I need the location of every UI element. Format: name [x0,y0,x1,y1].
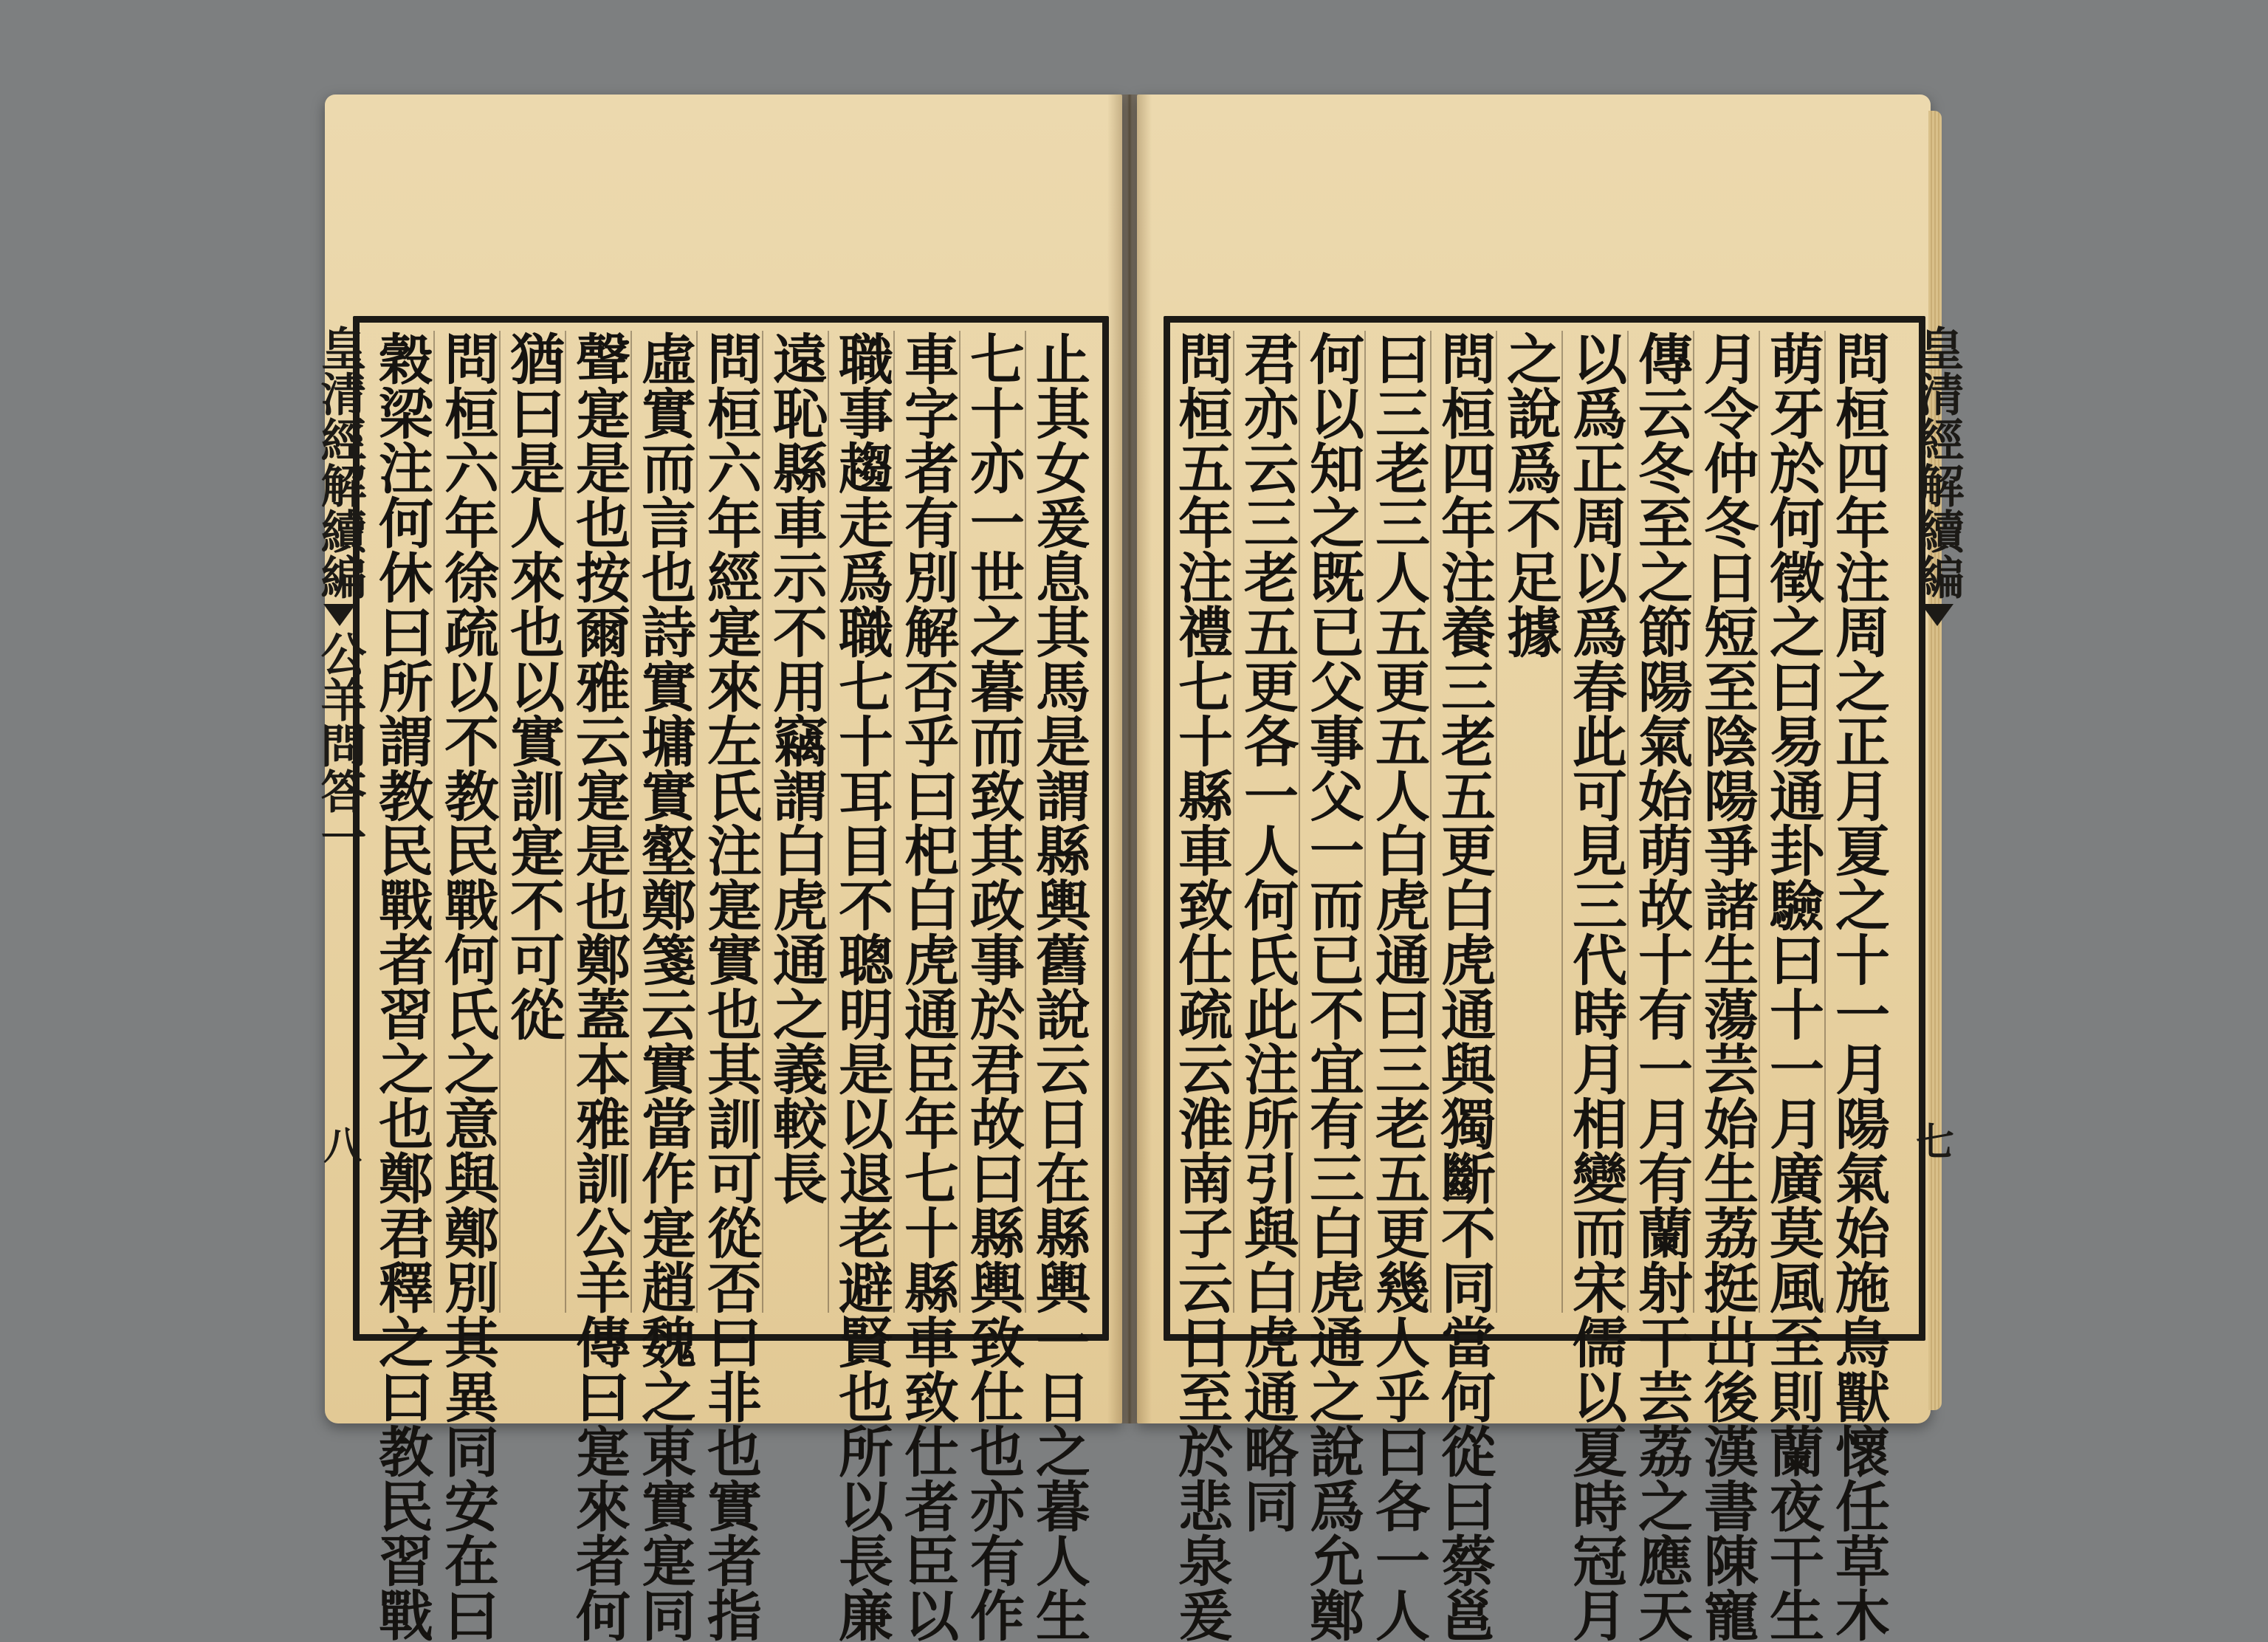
text-column: 曰三老三人五更五人白虎通曰三老五更幾人乎曰各一人 [1364,331,1430,1313]
text-column: 七十亦一世之暮而致其政事於君故曰縣輿致仕也亦有作 [959,331,1025,1313]
text-column: 穀梁注何休曰所謂教民戰者習之也鄭君釋之曰教民習戰 [370,331,433,1642]
text-column: 問桓四年注養三老五更白虎通與獨斷不同當何從曰蔡邕 [1430,331,1496,1313]
leaf-number: 七 [1916,1120,1955,1165]
text-column: 遠恥縣車示不用竊謂白虎通之義較長 [762,331,828,1313]
text-column: 車字者有別解否乎曰𣏌白虎通臣年七十縣車致仕者臣以 [893,331,959,1313]
book-title: 皇清經解續編 [1911,325,1965,600]
text-column: 問桓六年經寔來左氏注寔實也其訓可從否曰非也實者指 [696,331,762,1313]
text-column: 職事趨走爲職七十耳目不聰明是以退老避賢也所以長廉 [828,331,893,1313]
right-margin-label [1911,325,1965,1329]
text-column: 虛實而言也詩實墉實壑鄭箋云實當作寔趙魏之東實寔同 [630,331,696,1313]
text-column: 何以知之既已父事父一而已不宜有三白虎通之說爲允鄭 [1299,331,1364,1313]
book-gutter [1107,95,1152,1423]
text-column: 之說爲不足據 [1496,331,1561,1313]
right-page-text [1169,331,1890,1642]
text-column: 問桓五年注禮七十縣車致仕疏云淮南子云日至於悲泉爰 [1169,331,1233,1642]
left-margin-label [313,325,367,1329]
text-column: 問桓六年徐疏以不教民戰何氏之意與鄭別其異同安在曰 [433,331,499,1313]
text-column: 君亦云三老五更各一人何氏此注所引與白虎通略同 [1233,331,1299,1313]
text-column: 問桓四年注周之正月夏之十一月陽氣始施鳥獸懷任草木 [1824,331,1890,1313]
text-column: 月令仲冬日短至陰陽爭諸生蕩芸始生荔挺出後漢書陳寵 [1693,331,1759,1313]
fish-tail-icon [1921,604,1953,626]
text-column: 以爲正周以爲春此可見三代時月相變而宋儒以夏時冠月 [1561,331,1627,1313]
left-page-text [370,331,1090,1642]
text-column: 萌牙於何徵之曰易通卦驗曰十一月廣莫風至則蘭夜干生 [1759,331,1824,1313]
text-column: 猶曰是人來也以實訓寔不可從 [499,331,565,1313]
text-column: 止其女爰息其馬是謂縣輿舊說云日在縣輿一日之暮人生 [1025,331,1090,1313]
section-title: 公羊問答一 [313,631,367,859]
book-title: 皇清經解續編 [313,325,367,600]
fish-tail-icon [323,604,356,626]
text-column: 傳云冬至之節陽氣始萌故十有一月有蘭射干芸荔之應天 [1627,331,1693,1313]
leaf-number: 八 [323,1124,362,1169]
text-column: 聲寔是也按爾雅云寔是也鄭蓋本雅訓公羊傳曰寔來者何 [565,331,630,1313]
